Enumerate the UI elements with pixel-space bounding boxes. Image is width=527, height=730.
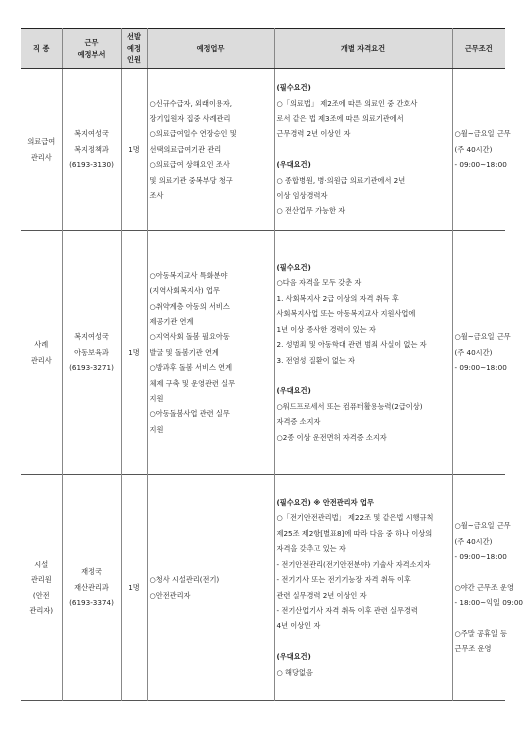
header-duties: 예정업무 <box>147 29 274 69</box>
conditions-cell: ○월~금요일 근무 (주 40시간) - 09:00~18:00 <box>452 231 505 475</box>
conditions-cell: ○월~금요일 근무 (주 40시간) - 09:00~18:00 <box>452 69 505 231</box>
job-type-cell: 의료급여 관리사 <box>27 137 56 162</box>
header-headcount: 선발 예정 인원 <box>121 29 147 69</box>
department-cell: 복지여성국 아동보육과 (6193-3271) <box>62 231 121 475</box>
duties-cell: ○청사 시설관리(전기) ○안전관리자 <box>147 475 274 701</box>
qualifications-cell: (필수요건) ○「의료법」 제2조에 따른 의료인 중 간호사 로서 같은 법 제3조에 따른 의료기관에서 근무경력 2년 이상인 자 (우대요건) ○ 종합병원, 병·의원급 의료기관에서 2년 이상 임상경력자 ○ 전산업무 가능한 자 <box>274 69 452 231</box>
table-row <box>21 69 505 231</box>
headcount-cell: 1명 <box>121 231 147 475</box>
qualifications-cell: (필수요건) ○다음 자격을 모두 갖춘 자 1. 사회복지사 2급 이상의 자격 취득 후 사회복지사업 또는 아동복지교사 지원사업에 1년 이상 종사한 경력이 있는 자 2. 성범죄 및 아동학대 관련 범죄 사실이 없는 자 3. 전염성 질환이 없는 자 (우대요건) ○워드프로세서 또는 컴퓨터활용능력(2급이상) 자격증 소지자 ○2종 이상 운전면허 자격증 소지자 <box>274 231 452 475</box>
header-qualifications: 개별 자격요건 <box>274 29 452 69</box>
table-row <box>21 475 505 701</box>
table-row <box>21 231 505 475</box>
duties-cell: ○신규수급자, 외래이용자, 장기입원자 집중 사례관리 ○의료급여일수 연장승인 및 선택의료급여기관 관리 ○의료급여 상해요인 조사 및 의료기관 중복부당 청구 조사 <box>147 69 274 231</box>
recruitment-table <box>21 28 523 701</box>
headcount-cell: 1명 <box>121 475 147 701</box>
duties-cell: ○아동복지교사 특화분야 (지역사회복지사) 업무 ○취약계층 아동의 서비스 제공기관 연계 ○지역사회 돌봄 필요아동 발굴 및 돌봄기관 연계 ○방과후 돌봄 서비스 연계 체제 구축 및 운영관련 실무 지원 ○아동돌봄사업 관련 실무 지원 <box>147 231 274 475</box>
qualifications-cell: (필수요건) ※ 안전관리자 업무 ○「전기안전관리법」 제22조 및 같은법 시행규칙 제25조 제2항[별표8]에 따라 다음 중 하나 이상의 자격을 갖추고 있는 자 - 전기안전관리(전기안전분야) 기술사 자격소지자 - 전기기사 또는 전기기능장 자격 취득 이후 관련 실무경력 2년 이상인 자 - 전기산업기사 자격 취득 이후 관련 실무경력 4년 이상인 자 (우대요건) ○ 해당없음 <box>274 475 452 701</box>
header-department: 근무 예정부서 <box>62 29 121 69</box>
table-header-row <box>21 29 505 69</box>
job-type-cell: 사례 관리사 <box>30 340 52 365</box>
headcount-cell: 1명 <box>121 69 147 231</box>
header-conditions: 근무조건 <box>452 29 505 69</box>
header-job-type: 직 종 <box>21 29 62 69</box>
department-cell: 재정국 재산관리과 (6193-3374) <box>62 475 121 701</box>
conditions-cell: ○월~금요일 근무 (주 40시간) - 09:00~18:00 ○야간 근무조 운영 - 18:00~익일 09:00 ○주말 공휴일 등 근무조 운영 <box>452 475 505 701</box>
department-cell: 복지여성국 복지정책과 (6193-3130) <box>62 69 121 231</box>
job-type-cell: 시설 관리원 (안전 관리자) <box>29 559 54 615</box>
